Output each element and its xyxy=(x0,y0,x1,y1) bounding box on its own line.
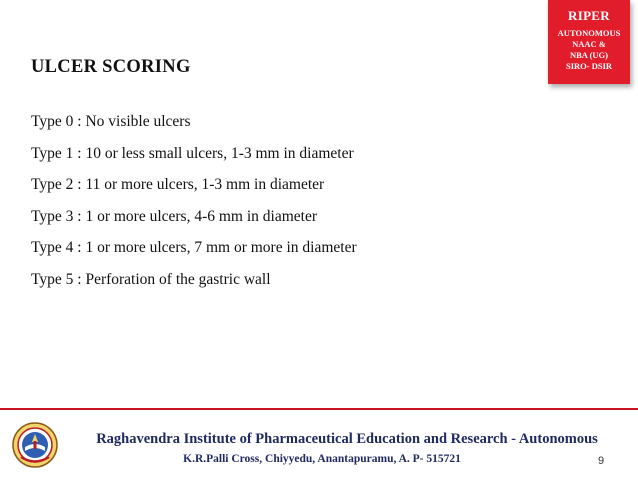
page-number: 9 xyxy=(598,455,605,467)
institute-name: Raghavendra Institute of Pharmaceutical Education and Research - Autonomous xyxy=(96,431,598,447)
ulcer-type-5: Type 5 : Perforation of the gastric wall xyxy=(31,270,271,288)
badge-title: RIPER xyxy=(568,8,610,23)
badge-line-siro: SIRO- DSIR xyxy=(565,61,613,71)
riper-badge xyxy=(548,0,630,84)
ulcer-type-list xyxy=(31,111,357,300)
badge-line-nba: NBA (UG) xyxy=(569,50,608,60)
badge-line-autonomous: AUTONOMOUS xyxy=(557,28,621,38)
ulcer-type-2: Type 2 : 11 or more ulcers, 1-3 mm in diameter xyxy=(31,176,325,193)
ulcer-type-0: Type 0 : No visible ulcers xyxy=(31,113,191,130)
badge-line-naac: NAAC & xyxy=(572,39,606,49)
college-emblem-icon xyxy=(12,422,58,468)
slide-title: ULCER SCORING xyxy=(31,57,191,77)
footer-divider xyxy=(0,408,638,410)
ulcer-type-3: Type 3 : 1 or more ulcers, 4-6 mm in diameter xyxy=(31,207,318,225)
ulcer-type-1: Type 1 : 10 or less small ulcers, 1-3 mm in diameter xyxy=(31,144,354,162)
institute-address: K.R.Palli Cross, Chiyyedu, Anantapuramu, A. P- 515721 xyxy=(183,453,461,465)
ulcer-type-4: Type 4 : 1 or more ulcers, 7 mm or more in diameter xyxy=(31,239,357,256)
